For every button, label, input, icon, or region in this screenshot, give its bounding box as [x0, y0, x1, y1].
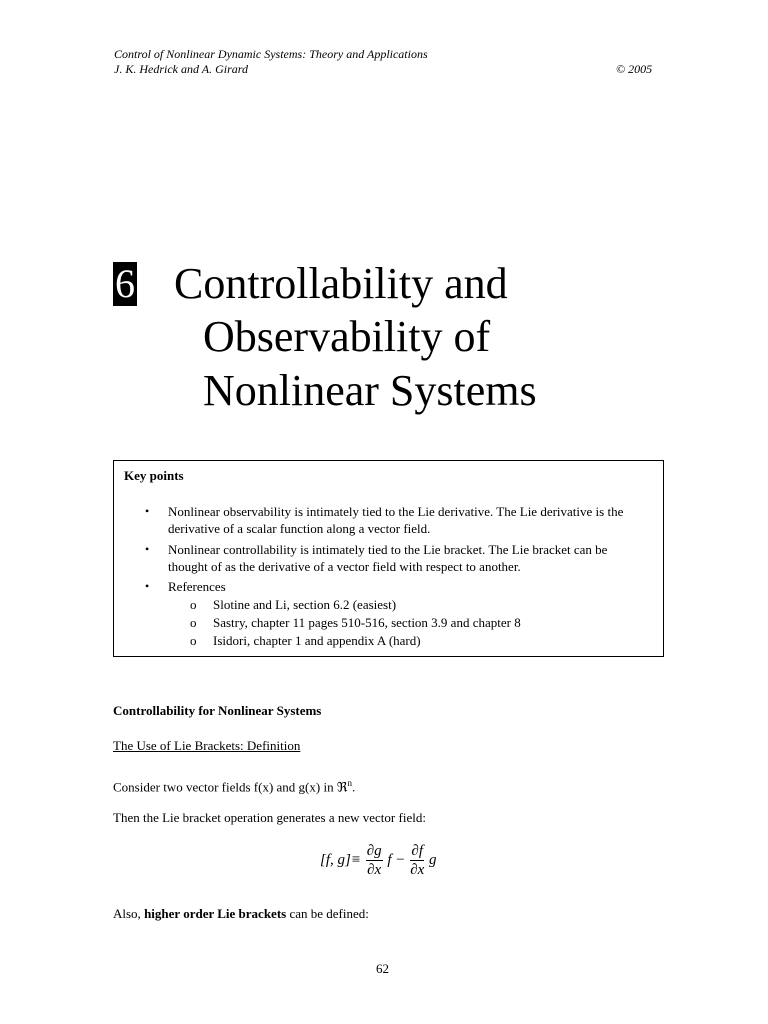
fraction-dg-dx: [366, 842, 383, 879]
also-paragraph: [113, 906, 369, 922]
fraction-df-dx: [410, 842, 424, 879]
section-title: Controllability for Nonlinear Systems: [113, 703, 322, 718]
bullet-icon: •: [145, 504, 150, 518]
subsection-title: The Use of Lie Brackets: Definition: [113, 738, 301, 753]
bullet-icon: •: [145, 579, 150, 593]
bullet-icon: •: [145, 542, 150, 556]
consider-suffix: .: [351, 779, 356, 795]
formula-lhs: [f, g]: [320, 852, 351, 868]
reference-text: Slotine and Li, section 6.2 (easiest): [213, 597, 397, 612]
real-numbers-symbol: ℜ: [336, 779, 348, 795]
key-point-text: References: [168, 579, 226, 594]
also-bold-term: higher order Lie brackets: [144, 906, 287, 921]
key-point-text: Nonlinear controllability is intimately tied to the Lie bracket. The Lie bracket can be thought of as the derivative of a vector field with respect to another.: [168, 542, 608, 574]
chapter-title-line-1: Controllability and: [174, 259, 508, 308]
running-header-copyright: © 2005: [616, 62, 653, 76]
fraction-numerator: ∂g: [366, 843, 382, 859]
key-point-text: Nonlinear observability is intimately tied to the Lie derivative. The Lie derivative is the derivative of a scalar function along a vector field.: [168, 504, 624, 536]
chapter-number: 6: [115, 261, 135, 306]
lie-bracket-formula: [320, 842, 437, 879]
chapter-title-line-2: Observability of: [203, 312, 491, 361]
consider-paragraph: [113, 775, 355, 795]
key-points-box: [113, 460, 664, 657]
running-header-title: Control of Nonlinear Dynamic Systems: Theory and Applications: [114, 47, 428, 61]
sub-bullet-icon: o: [190, 633, 197, 648]
chapter-title-line-3: Nonlinear Systems: [203, 366, 537, 415]
page-number: 62: [376, 961, 389, 976]
fraction-numerator: ∂f: [411, 843, 424, 859]
reference-text: Sastry, chapter 11 pages 510-516, section 3.9 and chapter 8: [213, 615, 521, 630]
sub-bullet-icon: o: [190, 615, 197, 630]
fraction-denominator: ∂x: [367, 862, 382, 878]
key-points-title: Key points: [124, 468, 184, 483]
reference-text: Isidori, chapter 1 and appendix A (hard): [213, 633, 421, 648]
dimension-superscript: n: [347, 778, 352, 788]
formula-tail: g: [429, 852, 437, 868]
fraction-denominator: ∂x: [410, 862, 425, 878]
formula-middle: f −: [387, 852, 406, 868]
also-prefix: Also,: [113, 906, 145, 921]
also-suffix: can be defined:: [286, 906, 369, 921]
sub-bullet-icon: o: [190, 597, 197, 612]
formula-equiv: ≡: [350, 852, 361, 868]
then-paragraph: Then the Lie bracket operation generates a new vector field:: [113, 810, 426, 825]
running-header-authors: J. K. Hedrick and A. Girard: [114, 62, 248, 76]
consider-text: Consider two vector fields f(x) and g(x) in: [113, 779, 337, 795]
